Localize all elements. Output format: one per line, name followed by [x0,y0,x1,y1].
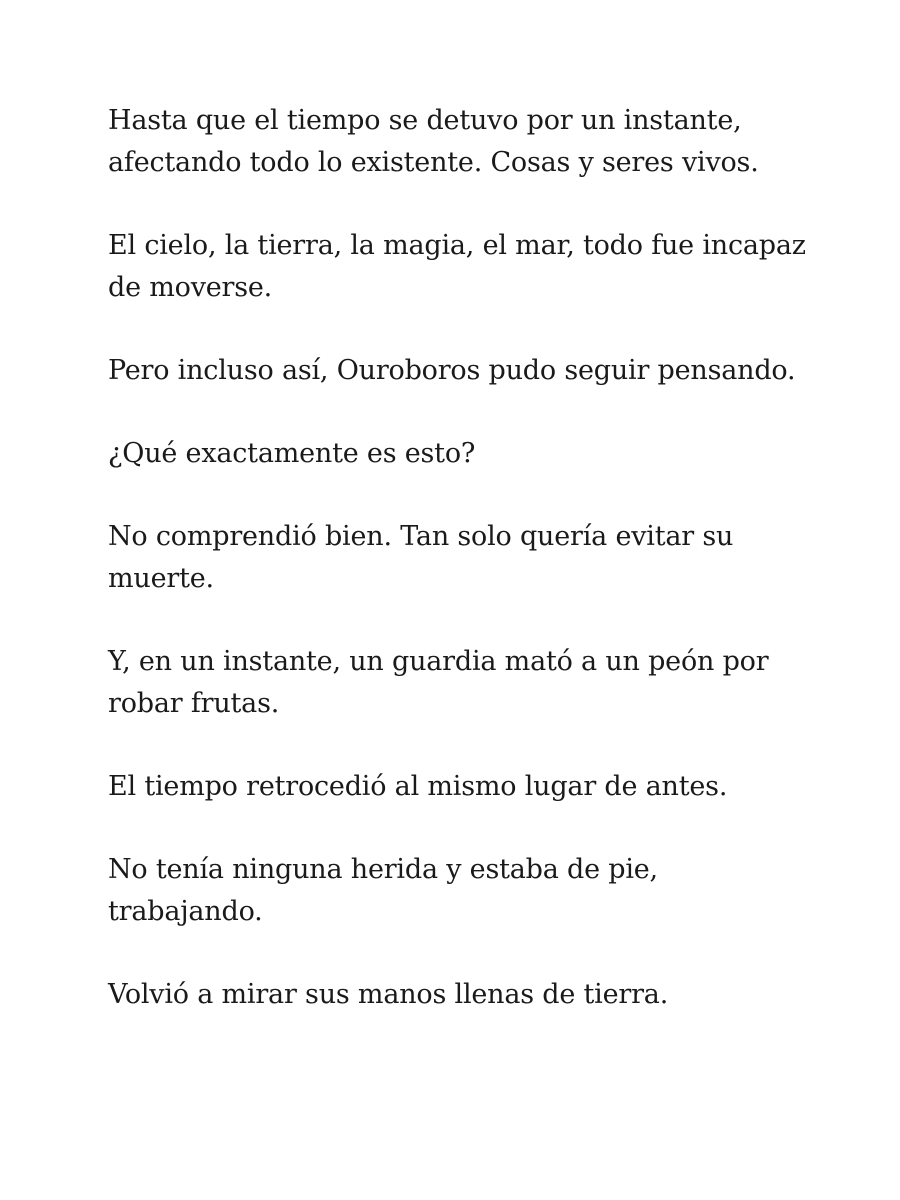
paragraph-7: El tiempo retrocedió al mismo lugar de antes. [108,771,728,802]
paragraph-8: No tenía ninguna herida y estaba de pie, trabajando. [108,854,658,927]
paragraph-9: Volvió a mirar sus manos llenas de tierra. [108,979,669,1010]
paragraph-1: Hasta que el tiempo se detuvo por un instante, afectando todo lo existente. Cosas y seres vivos. [108,105,759,178]
story-text [108,100,808,1057]
paragraph-3: Pero incluso así, Ouroboros pudo seguir pensando. [108,355,796,386]
paragraph-6: Y, en un instante, un guardia mató a un peón por robar frutas. [108,646,769,719]
paragraph-4: ¿Qué exactamente es esto? [108,438,476,469]
paragraph-2: El cielo, la tierra, la magia, el mar, todo fue incapaz de moverse. [108,230,806,303]
paragraph-5: No comprendió bien. Tan solo quería evitar su muerte. [108,521,734,594]
